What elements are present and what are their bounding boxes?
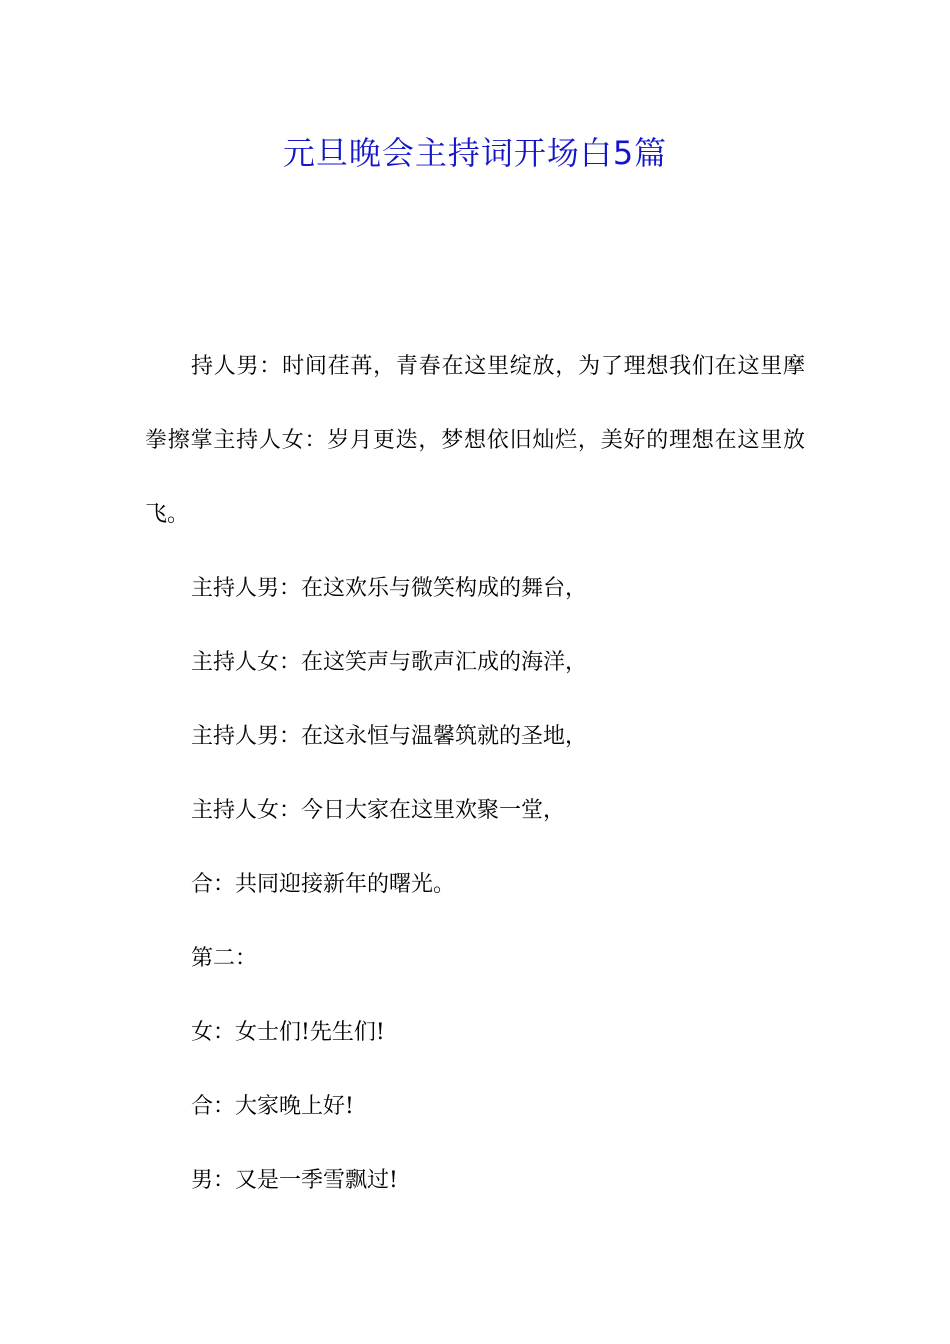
- paragraph: 主持人男：在这永恒与温馨筑就的圣地，: [191, 724, 588, 749]
- paragraph: 男：又是一季雪飘过!: [191, 1168, 398, 1193]
- document-title: 元旦晚会主持词开场白5篇: [282, 134, 668, 172]
- paragraph: 持人男：时间荏苒，青春在这里绽放，为了理想我们在这里摩拳擦掌主持人女：岁月更迭，梦想依旧灿烂，美好的理想在这里放飞。: [145, 354, 805, 527]
- document-body: [145, 330, 805, 1218]
- paragraph: 合：共同迎接新年的曙光。: [191, 872, 456, 897]
- paragraph: 主持人女：在这笑声与歌声汇成的海洋，: [191, 650, 588, 675]
- paragraph: 女：女士们!先生们!: [191, 1020, 385, 1045]
- paragraph: 第二：: [191, 946, 258, 971]
- paragraph: 主持人女：今日大家在这里欢聚一堂，: [191, 798, 566, 823]
- paragraph: 主持人男：在这欢乐与微笑构成的舞台，: [191, 576, 588, 601]
- paragraph: 合：大家晚上好!: [191, 1094, 354, 1119]
